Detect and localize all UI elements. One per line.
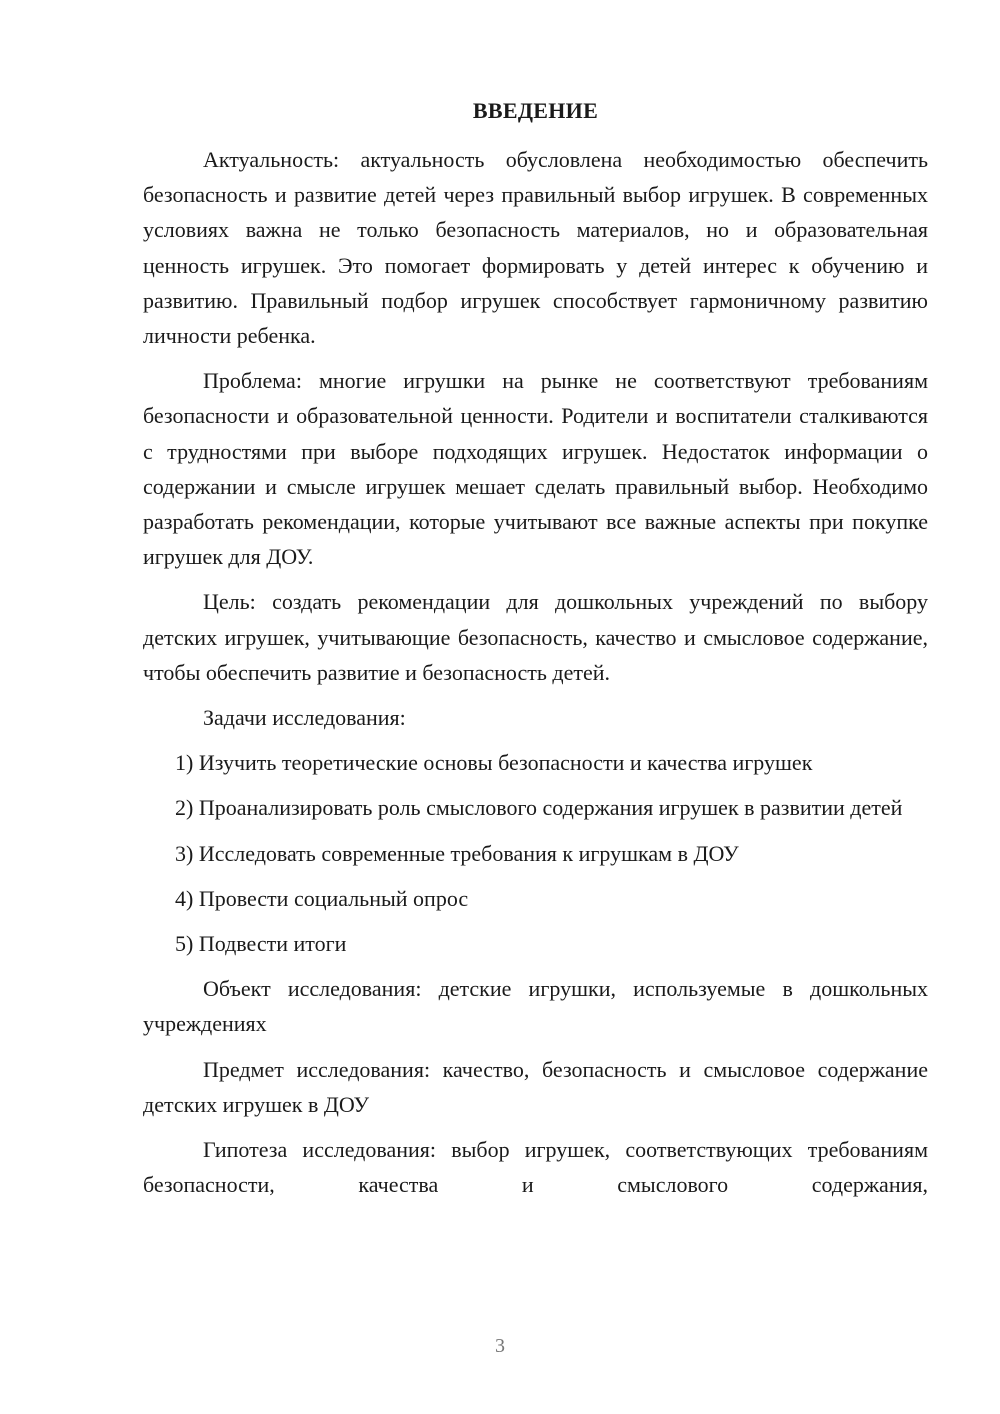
paragraph-goal: Цель: создать рекомендации для дошкольных учреждений по выбору детских игрушек, учитывающие безопасность, качество и смысловое содержание, чтобы обеспечить развитие и безопасность детей. bbox=[143, 589, 928, 685]
page-number: 3 bbox=[495, 1335, 505, 1357]
page-content bbox=[143, 96, 928, 1212]
paragraph-relevance: Актуальность: актуальность обусловлена необходимостью обеспечить безопасность и развитие детей через правильный выбор игрушек. В современных условиях важна не только безопасность материалов, но и образовательная ценность игрушек. Это помогает формировать у детей интерес к обучению и развитию. Правильный подбор игрушек способствует гармоничному развитию личности ребенка. bbox=[143, 147, 928, 349]
paragraph-subject: Предмет исследования: качество, безопасность и смысловое содержание детских игрушек в ДОУ bbox=[143, 1056, 928, 1117]
task-item-5: 5) Подвести итоги bbox=[175, 931, 347, 957]
section-heading: ВВЕДЕНИЕ bbox=[472, 98, 599, 123]
paragraph-hypothesis: Гипотеза исследования: выбор игрушек, соответствующих требованиям безопасности, качества и смыслового содержания, bbox=[143, 1137, 928, 1198]
task-item-2: 2) Проанализировать роль смыслового содержания игрушек в развитии детей bbox=[175, 795, 903, 821]
paragraph-problem: Проблема: многие игрушки на рынке не соответствуют требованиям безопасности и образовательной ценности. Родители и воспитатели сталкиваются с трудностями при выборе подходящих игрушек. Недостаток информации о содержании и смысле игрушек мешает сделать правильный выбор. Необходимо разработать рекомендации, которые учитывают все важные аспекты при покупке игрушек для ДОУ. bbox=[143, 368, 928, 570]
paragraph-object: Объект исследования: детские игрушки, используемые в дошкольных учреждениях bbox=[143, 976, 928, 1037]
task-item-3: 3) Исследовать современные требования к игрушкам в ДОУ bbox=[175, 840, 739, 866]
task-item-1: 1) Изучить теоретические основы безопасности и качества игрушек bbox=[175, 750, 813, 776]
task-item-4: 4) Провести социальный опрос bbox=[175, 885, 469, 911]
tasks-title: Задачи исследования: bbox=[203, 705, 406, 731]
